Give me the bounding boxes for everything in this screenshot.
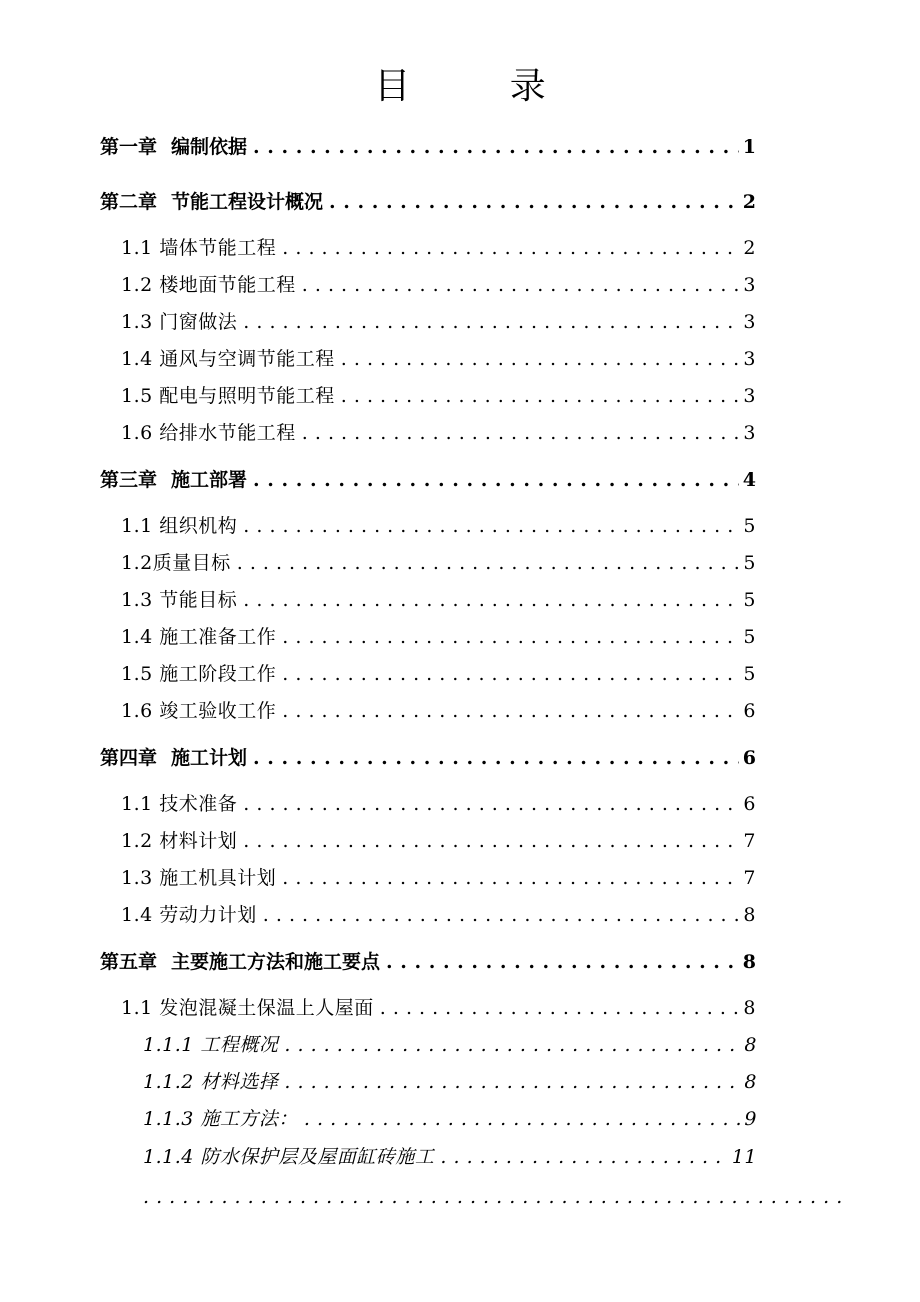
toc-entry-section[interactable] (121, 660, 756, 688)
toc-entry-subsection[interactable] (143, 1031, 757, 1059)
dot-leader (302, 271, 740, 299)
toc-page-number: 8 (743, 904, 756, 926)
toc-page-number: 3 (743, 422, 756, 444)
toc-page-number: 3 (743, 385, 756, 407)
dot-leader (386, 948, 739, 976)
dot-leader (284, 1031, 740, 1059)
toc-entry-label: 1.1.3 施工方法： (143, 1108, 298, 1130)
toc-entry-label: 1.1.1 工程概况 (143, 1034, 279, 1056)
toc-entry-section[interactable] (121, 697, 756, 725)
dot-leader (282, 234, 739, 262)
toc-page-number: 7 (743, 867, 756, 889)
toc-entry-subsection[interactable] (143, 1143, 757, 1171)
toc-page-number: 2 (743, 237, 756, 259)
dot-leader (253, 133, 739, 161)
toc-entry-label: 1.1.4 防水保护层及屋面缸砖施工 (143, 1146, 435, 1168)
toc-entry-chapter-5[interactable] (100, 948, 756, 976)
toc-entry-label: 1.6 给排水节能工程 (121, 422, 296, 444)
toc-entry-subsection[interactable] (143, 1105, 757, 1133)
toc-entry-label: 1.2 材料计划 (121, 830, 238, 852)
toc-entry-label: 1.2质量目标 (121, 552, 231, 574)
toc-entry-section[interactable] (121, 586, 756, 614)
toc-entry-label: 1.3 门窗做法 (121, 311, 238, 333)
toc-entry-subsection[interactable] (143, 1068, 757, 1096)
toc-entry-label: 1.5 施工阶段工作 (121, 663, 277, 685)
dot-leader (282, 697, 739, 725)
dot-leader (243, 790, 739, 818)
dot-leader (243, 827, 739, 855)
toc-entry-section[interactable] (121, 419, 756, 447)
toc-page-number: 5 (743, 515, 756, 537)
dot-leader (341, 345, 740, 373)
toc-entry-label: 第三章 施工部署 (100, 469, 248, 491)
toc-entry-section[interactable] (121, 994, 756, 1022)
toc-page-number: 8 (744, 1034, 757, 1056)
toc-entry-label: 第四章 施工计划 (100, 747, 248, 769)
dot-leader (253, 744, 739, 772)
toc-entry-section[interactable] (121, 382, 756, 410)
toc-page-number: 5 (743, 552, 756, 574)
dot-leader (329, 188, 739, 216)
toc-entry-label: 第五章 主要施工方法和施工要点 (100, 951, 381, 973)
dot-leader (263, 901, 740, 929)
dot-leader (253, 466, 739, 494)
dot-leader (282, 623, 739, 651)
toc-page-number: 2 (742, 191, 756, 213)
toc-entry-section[interactable] (121, 234, 756, 262)
toc-entry-section[interactable] (121, 827, 756, 855)
toc-entry-label: 1.1 墙体节能工程 (121, 237, 277, 259)
dot-leader (282, 660, 739, 688)
toc-entry-label: 第一章 编制依据 (100, 136, 248, 158)
toc-entry-section[interactable] (121, 308, 756, 336)
toc-entry-section[interactable] (121, 512, 756, 540)
toc-entry-label: 1.3 节能目标 (121, 589, 238, 611)
toc-page-number: 3 (743, 274, 756, 296)
toc-entry-label: 第二章 节能工程设计概况 (100, 191, 324, 213)
toc-entry-section[interactable] (121, 549, 756, 577)
trailing-dot-leader (143, 1183, 851, 1211)
dot-leader (243, 512, 739, 540)
toc-entry-section[interactable] (121, 790, 756, 818)
toc-page-number: 3 (743, 348, 756, 370)
toc-entry-label: 1.1 发泡混凝土保温上人屋面 (121, 997, 374, 1019)
toc-entry-section[interactable] (121, 901, 756, 929)
toc-entry-chapter-4[interactable] (100, 744, 756, 772)
dot-leader (440, 1143, 727, 1171)
toc-page-number: 11 (731, 1146, 757, 1168)
dot-leader (243, 586, 739, 614)
toc-page-number: 4 (742, 469, 756, 491)
toc-entry-section[interactable] (121, 623, 756, 651)
toc-page-number: 8 (743, 997, 756, 1019)
toc-page-number: 1 (742, 136, 756, 158)
toc-page-number: 8 (742, 951, 756, 973)
dot-leader (380, 994, 740, 1022)
toc-page-number: 6 (742, 747, 756, 769)
toc-entry-section[interactable] (121, 271, 756, 299)
toc-entry-label: 1.4 通风与空调节能工程 (121, 348, 335, 370)
toc-entry-chapter-3[interactable] (100, 466, 756, 494)
toc-page-number: 9 (744, 1108, 757, 1130)
toc-page-number: 3 (743, 311, 756, 333)
dot-leader (237, 549, 740, 577)
toc-entry-label: 1.4 劳动力计划 (121, 904, 257, 926)
toc-entry-section[interactable] (121, 864, 756, 892)
dot-leader (341, 382, 740, 410)
toc-page-number: 8 (744, 1071, 757, 1093)
toc-entry-chapter-1[interactable] (100, 133, 756, 161)
toc-entry-label: 1.1.2 材料选择 (143, 1071, 279, 1093)
toc-entry-label: 1.2 楼地面节能工程 (121, 274, 296, 296)
toc-entry-label: 1.3 施工机具计划 (121, 867, 277, 889)
dot-leader (302, 419, 740, 447)
dot-leader (282, 864, 739, 892)
toc-page-number: 5 (743, 663, 756, 685)
dot-leader (304, 1105, 740, 1133)
toc-title: 目 录 (374, 66, 590, 107)
toc-page-number: 5 (743, 589, 756, 611)
toc-entry-label: 1.5 配电与照明节能工程 (121, 385, 335, 407)
toc-entry-label: 1.1 技术准备 (121, 793, 238, 815)
toc-entry-chapter-2[interactable] (100, 188, 756, 216)
toc-page-number: 6 (743, 700, 756, 722)
toc-page-number: 7 (743, 830, 756, 852)
toc-entry-label: 1.4 施工准备工作 (121, 626, 277, 648)
toc-entry-label: 1.1 组织机构 (121, 515, 238, 537)
dot-leader (284, 1068, 740, 1096)
toc-page-number: 5 (743, 626, 756, 648)
toc-entry-section[interactable] (121, 345, 756, 373)
dot-leader (243, 308, 739, 336)
toc-page-number: 6 (743, 793, 756, 815)
toc-entry-label: 1.6 竣工验收工作 (121, 700, 277, 722)
